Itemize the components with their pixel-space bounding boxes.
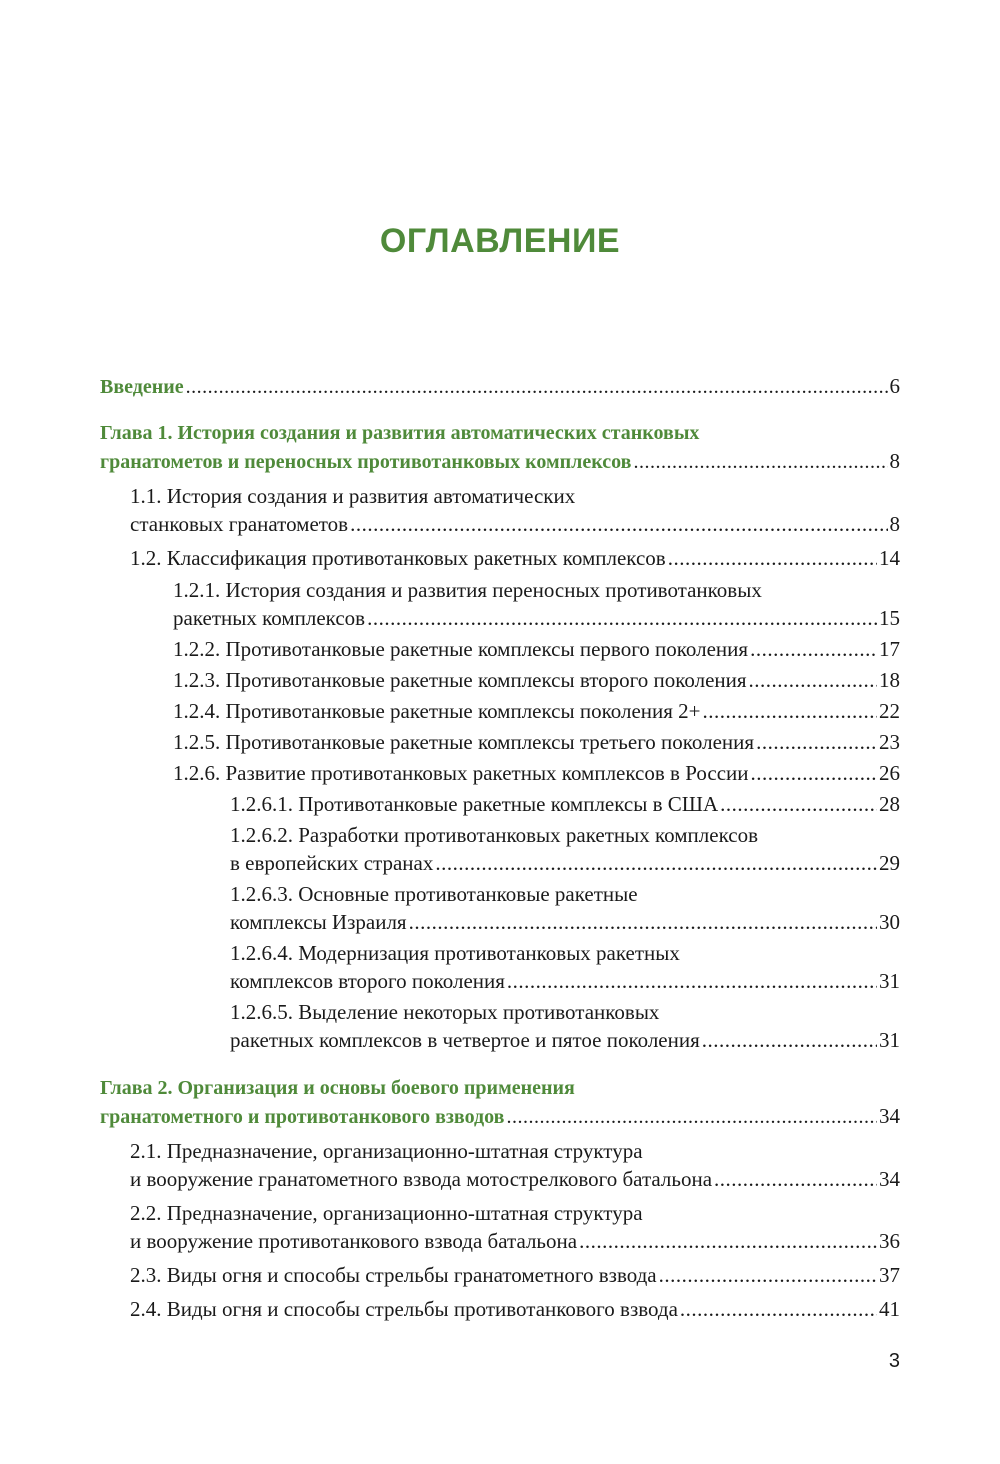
toc-entry[interactable] [230, 821, 900, 877]
toc-entry-page: 6 [889, 374, 900, 398]
toc-entry[interactable] [173, 635, 900, 663]
toc-entry[interactable] [230, 880, 900, 936]
toc-entry-page: 34 [879, 1167, 900, 1191]
toc-entry[interactable] [230, 998, 900, 1054]
toc-entry-title-line: 1.2.4. Противотанковые ракетные комплексы поколения 2+ [173, 699, 701, 723]
toc-entry-title-line: гранатометного и противотанкового взводов [100, 1106, 505, 1128]
toc-chapter-entry[interactable] [100, 372, 900, 401]
toc-entry[interactable] [173, 759, 900, 787]
toc-entry-title-line: 1.2.3. Противотанковые ракетные комплексы второго поколения [173, 668, 747, 692]
toc-entry-title-line: 2.1. Предназначение, организационно-штатная структура [130, 1139, 643, 1163]
toc-entry[interactable] [230, 790, 900, 818]
dot-leader [350, 510, 887, 538]
toc-entry-title-line: комплексы Израиля [230, 910, 407, 934]
toc-entry-title-line: Введение [100, 376, 184, 398]
dot-leader [633, 448, 887, 476]
dot-leader [506, 1103, 877, 1131]
toc-entry-title-line: Глава 2. Организация и основы боевого применения [100, 1077, 575, 1099]
toc-entry-title-line: и вооружение противотанкового взвода батальона [130, 1229, 578, 1253]
dot-leader [702, 1026, 877, 1054]
toc-entry-title-line: 1.2. Классификация противотанковых ракетных комплексов [130, 546, 666, 570]
toc-entry-page: 31 [879, 969, 900, 993]
toc-entry-title-line: 1.2.6.4. Модернизация противотанковых ракетных [230, 941, 680, 965]
toc-entry[interactable] [130, 1261, 900, 1289]
toc-entry-title-line: комплексов второго поколения [230, 969, 505, 993]
dot-leader [507, 967, 877, 995]
toc-entry[interactable] [173, 697, 900, 725]
dot-leader [409, 908, 877, 936]
dot-leader [435, 849, 877, 877]
toc-entry-title-line: 1.2.2. Противотанковые ракетные комплексы первого поколения [173, 637, 749, 661]
toc-entry-title-line: 1.2.6.5. Выделение некоторых противотанковых [230, 1000, 660, 1024]
toc-entry-title-line: 2.4. Виды огня и способы стрельбы противотанкового взвода [130, 1297, 678, 1321]
toc-entry-page: 26 [879, 761, 900, 785]
toc-entry-title-line: в европейских странах [230, 851, 434, 875]
dot-leader [579, 1227, 877, 1255]
toc-entry-page: 17 [879, 637, 900, 661]
toc-entry-title-line: 1.2.6.2. Разработки противотанковых ракетных комплексов [230, 823, 758, 847]
toc-entry-page: 30 [879, 910, 900, 934]
toc-entry[interactable] [230, 939, 900, 995]
toc-entry-page: 29 [879, 851, 900, 875]
toc-entry[interactable] [130, 1199, 900, 1255]
dot-leader [751, 759, 877, 787]
toc-entry-title-line: 1.2.1. История создания и развития переносных противотанковых [173, 578, 762, 602]
toc-entry[interactable] [173, 728, 900, 756]
toc-entry-title-line: 1.2.6. Развитие противотанковых ракетных комплексов в России [173, 761, 749, 785]
dot-leader [186, 373, 888, 401]
toc-entry-title-line: станковых гранатометов [130, 512, 349, 536]
toc-entry-page: 22 [879, 699, 900, 723]
toc-entry-title-line: 2.2. Предназначение, организационно-штатная структура [130, 1201, 643, 1225]
toc-entry-page: 23 [879, 730, 900, 754]
toc-entry-title-line: ракетных комплексов в четвертое и пятое поколения [230, 1028, 700, 1052]
dot-leader [749, 666, 877, 694]
toc-entry[interactable] [130, 1295, 900, 1323]
toc-entry-title-line: 1.1. История создания и развития автоматических [130, 484, 576, 508]
toc-entry-page: 36 [879, 1229, 900, 1253]
dot-leader [659, 1261, 877, 1289]
toc-entry-page: 41 [879, 1297, 900, 1321]
toc-entry-title-line: 1.2.6.1. Противотанковые ракетные комплексы в США [230, 792, 719, 816]
toc-entry-page: 31 [879, 1028, 900, 1052]
toc-chapter-entry[interactable] [100, 419, 900, 476]
toc-entry-title-line: 2.3. Виды огня и способы стрельбы гранатометного взвода [130, 1263, 657, 1287]
toc-entry[interactable] [130, 482, 900, 538]
page-number: 3 [888, 1350, 900, 1372]
toc-entry[interactable] [130, 1137, 900, 1193]
dot-leader [668, 544, 877, 572]
toc-entry-page: 14 [879, 546, 900, 570]
dot-leader [367, 604, 877, 632]
toc-entry-page: 34 [879, 1104, 900, 1128]
dot-leader [750, 635, 877, 663]
toc-entry-page: 28 [879, 792, 900, 816]
toc-entry-title-line: 1.2.5. Противотанковые ракетные комплексы третьего поколения [173, 730, 755, 754]
toc-entry-page: 8 [889, 449, 900, 473]
toc-chapter-entry[interactable] [100, 1074, 900, 1131]
page-title: ОГЛАВЛЕНИЕ [379, 222, 621, 260]
toc-entry-page: 18 [879, 668, 900, 692]
dot-leader [720, 790, 877, 818]
toc-entry-title-line: ракетных комплексов [173, 606, 366, 630]
toc-entry-page: 15 [879, 606, 900, 630]
dot-leader [756, 728, 877, 756]
dot-leader [714, 1165, 877, 1193]
table-of-contents [0, 372, 1000, 1323]
dot-leader [680, 1295, 877, 1323]
toc-entry-title-line: 1.2.6.3. Основные противотанковые ракетные [230, 882, 638, 906]
toc-entry-page: 37 [879, 1263, 900, 1287]
toc-entry-page: 8 [889, 512, 900, 536]
toc-entry[interactable] [130, 544, 900, 572]
dot-leader [703, 697, 878, 725]
toc-entry-title-line: гранатометов и переносных противотанковых комплексов [100, 451, 632, 473]
toc-entry[interactable] [173, 666, 900, 694]
toc-entry-title-line: и вооружение гранатометного взвода мотострелкового батальона [130, 1167, 713, 1191]
toc-entry-title-line: Глава 1. История создания и развития автоматических станковых [100, 422, 700, 444]
toc-entry[interactable] [173, 576, 900, 632]
